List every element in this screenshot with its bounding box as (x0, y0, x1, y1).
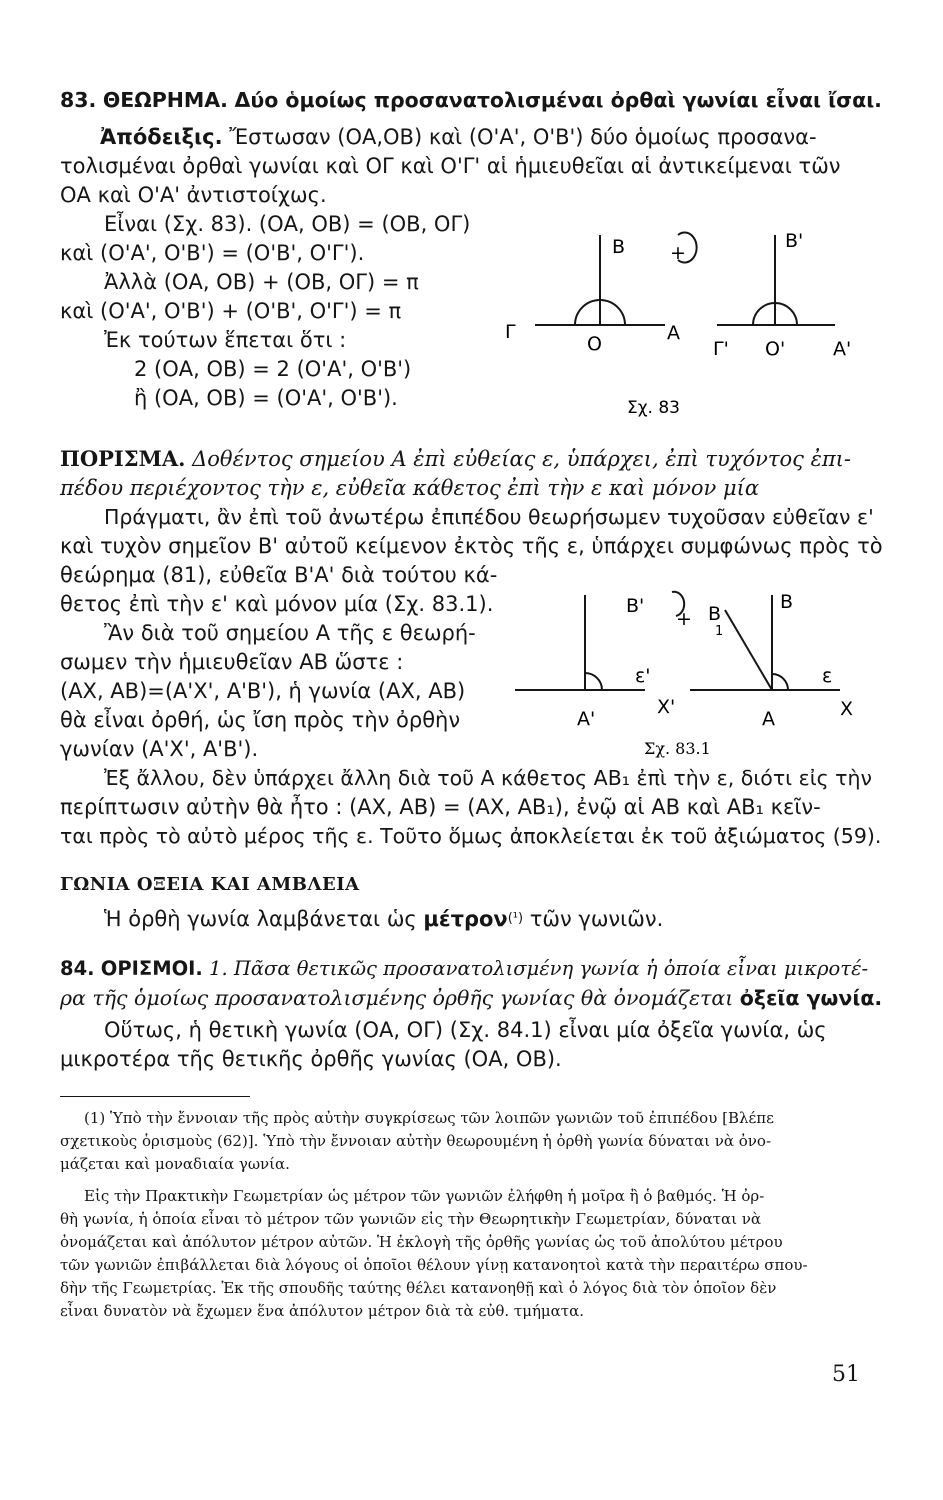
definition-line-1: 84. ΟΡΙΣΜΟΙ. 1. Πᾶσα θετικῶς προσανατολισμένη γωνία ἡ ὁποία εἶναι μικροτέ- (60, 957, 869, 980)
corollary-text-8: θὰ εἶναι ὀρθή, ὡς ἴση πρὸς τὴν ὀρθὴν (60, 708, 461, 732)
proof-line-1: Ἀπόδειξις. Ἔστωσαν (ΟΑ,ΟΒ) καὶ (Ο'Α', Ο'Β') δύο ὁμοίως προσανα- (100, 125, 817, 149)
figure-83 (495, 205, 875, 430)
theorem-statement: Δύο ὁμοίως προσανατολισμέναι ὀρθαὶ γωνίαι εἶναι ἴσαι. (234, 88, 882, 112)
corollary-text-12: ται πρὸς τὸ αὐτὸ μέρος τῆς ε. Τοῦτο ὅμως ἀποκλείεται ἐκ τοῦ ἀξιώματος (59). (60, 824, 882, 848)
page-number: 51 (832, 1362, 860, 1387)
fig83-label-O2: Ο' (765, 338, 786, 360)
fig831-angle-arc-2 (772, 674, 788, 690)
footnote-ref: (¹) (507, 911, 524, 926)
fig83-label-O: Ο (587, 333, 602, 355)
fig83-label-B2: Β' (785, 230, 804, 252)
proof-line-6: Ἀλλὰ (ΟΑ, ΟΒ) + (ΟΒ, ΟΓ) = π (104, 270, 419, 294)
fig831-label-B1: Β (708, 603, 722, 625)
fig83-label-B: Β (612, 236, 626, 258)
definition-text-2: μικροτέρα τῆς θετικῆς ὀρθῆς γωνίας (ΟΑ, ΟΒ). (60, 1047, 562, 1071)
footnote-line-5: θὴ γωνία, ἡ ὁποία εἶναι τὸ μέτρον τῶν γωνιῶν εἰς τὴν Θεωρητικὴν Γεωμετρίαν, δύναται νὰ (60, 1210, 761, 1228)
proof-line-3: ΟΑ καὶ Ο'Α' ἀντιστοίχως. (60, 183, 327, 207)
fig831-caption: Σχ. 83.1 (644, 739, 711, 758)
proof-line-5: καὶ (Ο'Α', Ο'Β') = (Ο'Β', Ο'Γ'). (60, 241, 365, 265)
proof-label: Ἀπόδειξις. (100, 125, 223, 149)
fig831-label-X: Χ (840, 698, 854, 720)
corollary-text-7: (ΑΧ, ΑΒ)=(Α'Χ', Α'Β'), ἡ γωνία (ΑΧ, ΑΒ) (60, 679, 466, 703)
corollary-line-1: ΠΟΡΙΣΜΑ. Δοθέντος σημείου Α ἐπὶ εὐθείας ε, ὑπάρχει, ἐπὶ τυχόντος ἐπι- (60, 446, 851, 471)
proof-line-10: ἢ (ΟΑ, ΟΒ) = (Ο'Α', Ο'Β'). (134, 386, 398, 410)
footnote-line-9: εἶναι δυνατὸν νὰ ἔχωμεν ἕνα ἀπόλυτον μέτρον διὰ τὰ εὐθ. τμήματα. (60, 1302, 585, 1320)
fig83-label-G: Γ (505, 321, 516, 343)
corollary-text-11: περίπτωσιν αὐτὴν θὰ ἦτο : (ΑΧ, ΑΒ) = (ΑΧ, ΑΒ₁), ἐνῷ αἱ ΑΒ καὶ ΑΒ₁ κεῖν- (60, 795, 821, 819)
theorem-heading: ΘΕΩΡΗΜΑ. (102, 88, 228, 112)
definition-heading: ΟΡΙΣΜΟΙ. (100, 957, 203, 980)
definition-term: ὀξεῖα γωνία. (739, 986, 883, 1010)
proof-line-4: Εἶναι (Σχ. 83). (ΟΑ, ΟΒ) = (ΟΒ, ΟΓ) (104, 212, 471, 236)
fig831-label-X2: Χ' (657, 696, 676, 718)
proof-line-7: καὶ (Ο'Α', Ο'Β') + (Ο'Β', Ο'Γ') = π (60, 299, 402, 323)
fig83-label-A: Α (667, 322, 680, 344)
fig83-caption: Σχ. 83 (627, 398, 681, 418)
fig831-angle-arc (585, 673, 602, 690)
corollary-text-1: Πράγματι, ἂν ἐπὶ τοῦ ἀνωτέρω ἐπιπέδου θεωρήσωμεν τυχοῦσαν εὐθεῖαν ε' (104, 505, 874, 529)
fig831-label-e: ε (822, 665, 833, 687)
fig831-label-A2: Α' (577, 708, 596, 730)
fig831-plus: + (676, 608, 692, 630)
footnote-line-2: σχετικοὺς ὁρισμοὺς (62)]. Ὑπὸ τὴν ἔννοιαν αὐτὴν θεωρουμένη ἡ ὀρθὴ γωνία δύναται νὰ ὀνο- (60, 1132, 772, 1150)
fig831-label-e2: ε' (635, 665, 651, 687)
footnote-separator (60, 1096, 250, 1097)
proof-line-9: 2 (ΟΑ, ΟΒ) = 2 (Ο'Α', Ο'Β') (134, 357, 412, 381)
theorem-number: 83. (60, 88, 97, 112)
corollary-text-2: καὶ τυχὸν σημεῖον Β' αὐτοῦ κείμενον ἐκτὸς τῆς ε, ὑπάρχει συμφώνως πρὸς τὸ (60, 534, 883, 558)
corollary-text-6: σωμεν τὴν ἡμιευθεῖαν ΑΒ ὥστε : (60, 650, 404, 674)
fig83-plus: + (670, 242, 686, 264)
fig83-label-A2: Α' (833, 338, 852, 360)
footnote-line-3: μάζεται καὶ μοναδιαία γωνία. (60, 1155, 290, 1173)
corollary-text-4: θετος ἐπὶ τὴν ε' καὶ μόνον μία (Σχ. 83.1). (60, 592, 494, 616)
theorem-heading-line (60, 87, 882, 113)
corollary-text-9: γωνίαν (Α'Χ', Α'Β'). (60, 737, 259, 761)
proof-line-2: τολισμέναι ὀρθαὶ γωνίαι καὶ ΟΓ καὶ Ο'Γ' αἱ ἡμιευθεῖαι αἱ ἀντικείμεναι τῶν (60, 154, 841, 178)
definition-number: 84. (60, 957, 95, 980)
corollary-heading: ΠΟΡΙΣΜΑ. (60, 446, 186, 471)
figure-83-1 (500, 570, 890, 770)
proof-line-8: Ἐκ τούτων ἕπεται ὅτι : (104, 328, 347, 352)
fig83-label-G2: Γ' (713, 338, 729, 360)
definition-text-1: Οὕτως, ἡ θετικὴ γωνία (ΟΑ, ΟΓ) (Σχ. 84.1) εἶναι μία ὀξεῖα γωνία, ὡς (104, 1018, 827, 1042)
section-bold-term: μέτρον (423, 907, 508, 931)
corollary-line-2: πέδου περιέχοντος τὴν ε, εὐθεῖα κάθετος ἐπὶ τὴν ε καὶ μόνον μία (60, 476, 760, 500)
section-heading: ΓΩΝΙΑ ΟΞΕΙΑ ΚΑΙ ΑΜΒΛΕΙΑ (60, 874, 360, 895)
footnote-line-7: τῶν γωνιῶν ἐπιβάλλεται διὰ λόγους οἱ ὁποῖοι θέλουν γίνῃ κατανοητοὶ κατὰ τὴν περαιτέρω σπου- (60, 1256, 808, 1274)
fig831-ray-ab1 (725, 610, 772, 690)
footnote-line-8: δὴν τῆς Γεωμετρίας. Ἐκ τῆς σπουδῆς ταύτης θέλει κατανοηθῇ καὶ ὁ λόγος διὰ τὸν ὁποῖον δὲν (60, 1279, 777, 1297)
fig831-label-A: Α (762, 708, 775, 730)
definition-line-2: ρα τῆς ὁμοίως προσανατολισμένης ὀρθῆς γωνίας θὰ ὀνομάζεται ὀξεῖα γωνία. (60, 986, 883, 1010)
footnote-line-4: Εἰς τὴν Πρακτικὴν Γεωμετρίαν ὡς μέτρον τῶν γωνιῶν ἐλήφθη ἡ μοῖρα ἢ ὁ βαθμός. Ἡ ὀρ- (84, 1187, 765, 1205)
footnote-line-6: ὀνομάζεται καὶ ἀπόλυτον μέτρον αὐτῶν. Ἡ ἐκλογὴ τῆς ὀρθῆς γωνίας ὡς τοῦ ἀπολύτου μέτρου (60, 1233, 783, 1251)
corollary-text-5: Ἂν διὰ τοῦ σημείου Α τῆς ε θεωρή- (104, 621, 476, 645)
footnote-line-1: (1) Ὑπὸ τὴν ἔννοιαν τῆς πρὸς αὐτὴν συγκρίσεως τῶν λοιπῶν γωνιῶν τοῦ ἐπιπέδου [Βλέπε (84, 1109, 774, 1127)
corollary-text-10: Ἐξ ἄλλου, δὲν ὑπάρχει ἄλλη διὰ τοῦ Α κάθετος ΑΒ₁ ἐπὶ τὴν ε, διότι εἰς τὴν (104, 766, 872, 790)
fig831-label-sub1: 1 (715, 624, 724, 639)
section-line: Ἡ ὀρθὴ γωνία λαμβάνεται ὡς μέτρον$^{(^1)}$ τῶν γωνιῶν. (104, 907, 664, 931)
fig831-label-B: Β (780, 591, 794, 613)
definition-item: 1. (209, 957, 228, 980)
corollary-text-3: θεώρημα (81), εὐθεῖα Β'Α' διὰ τούτου κά- (60, 563, 498, 587)
fig831-label-B2: Β' (626, 595, 645, 617)
